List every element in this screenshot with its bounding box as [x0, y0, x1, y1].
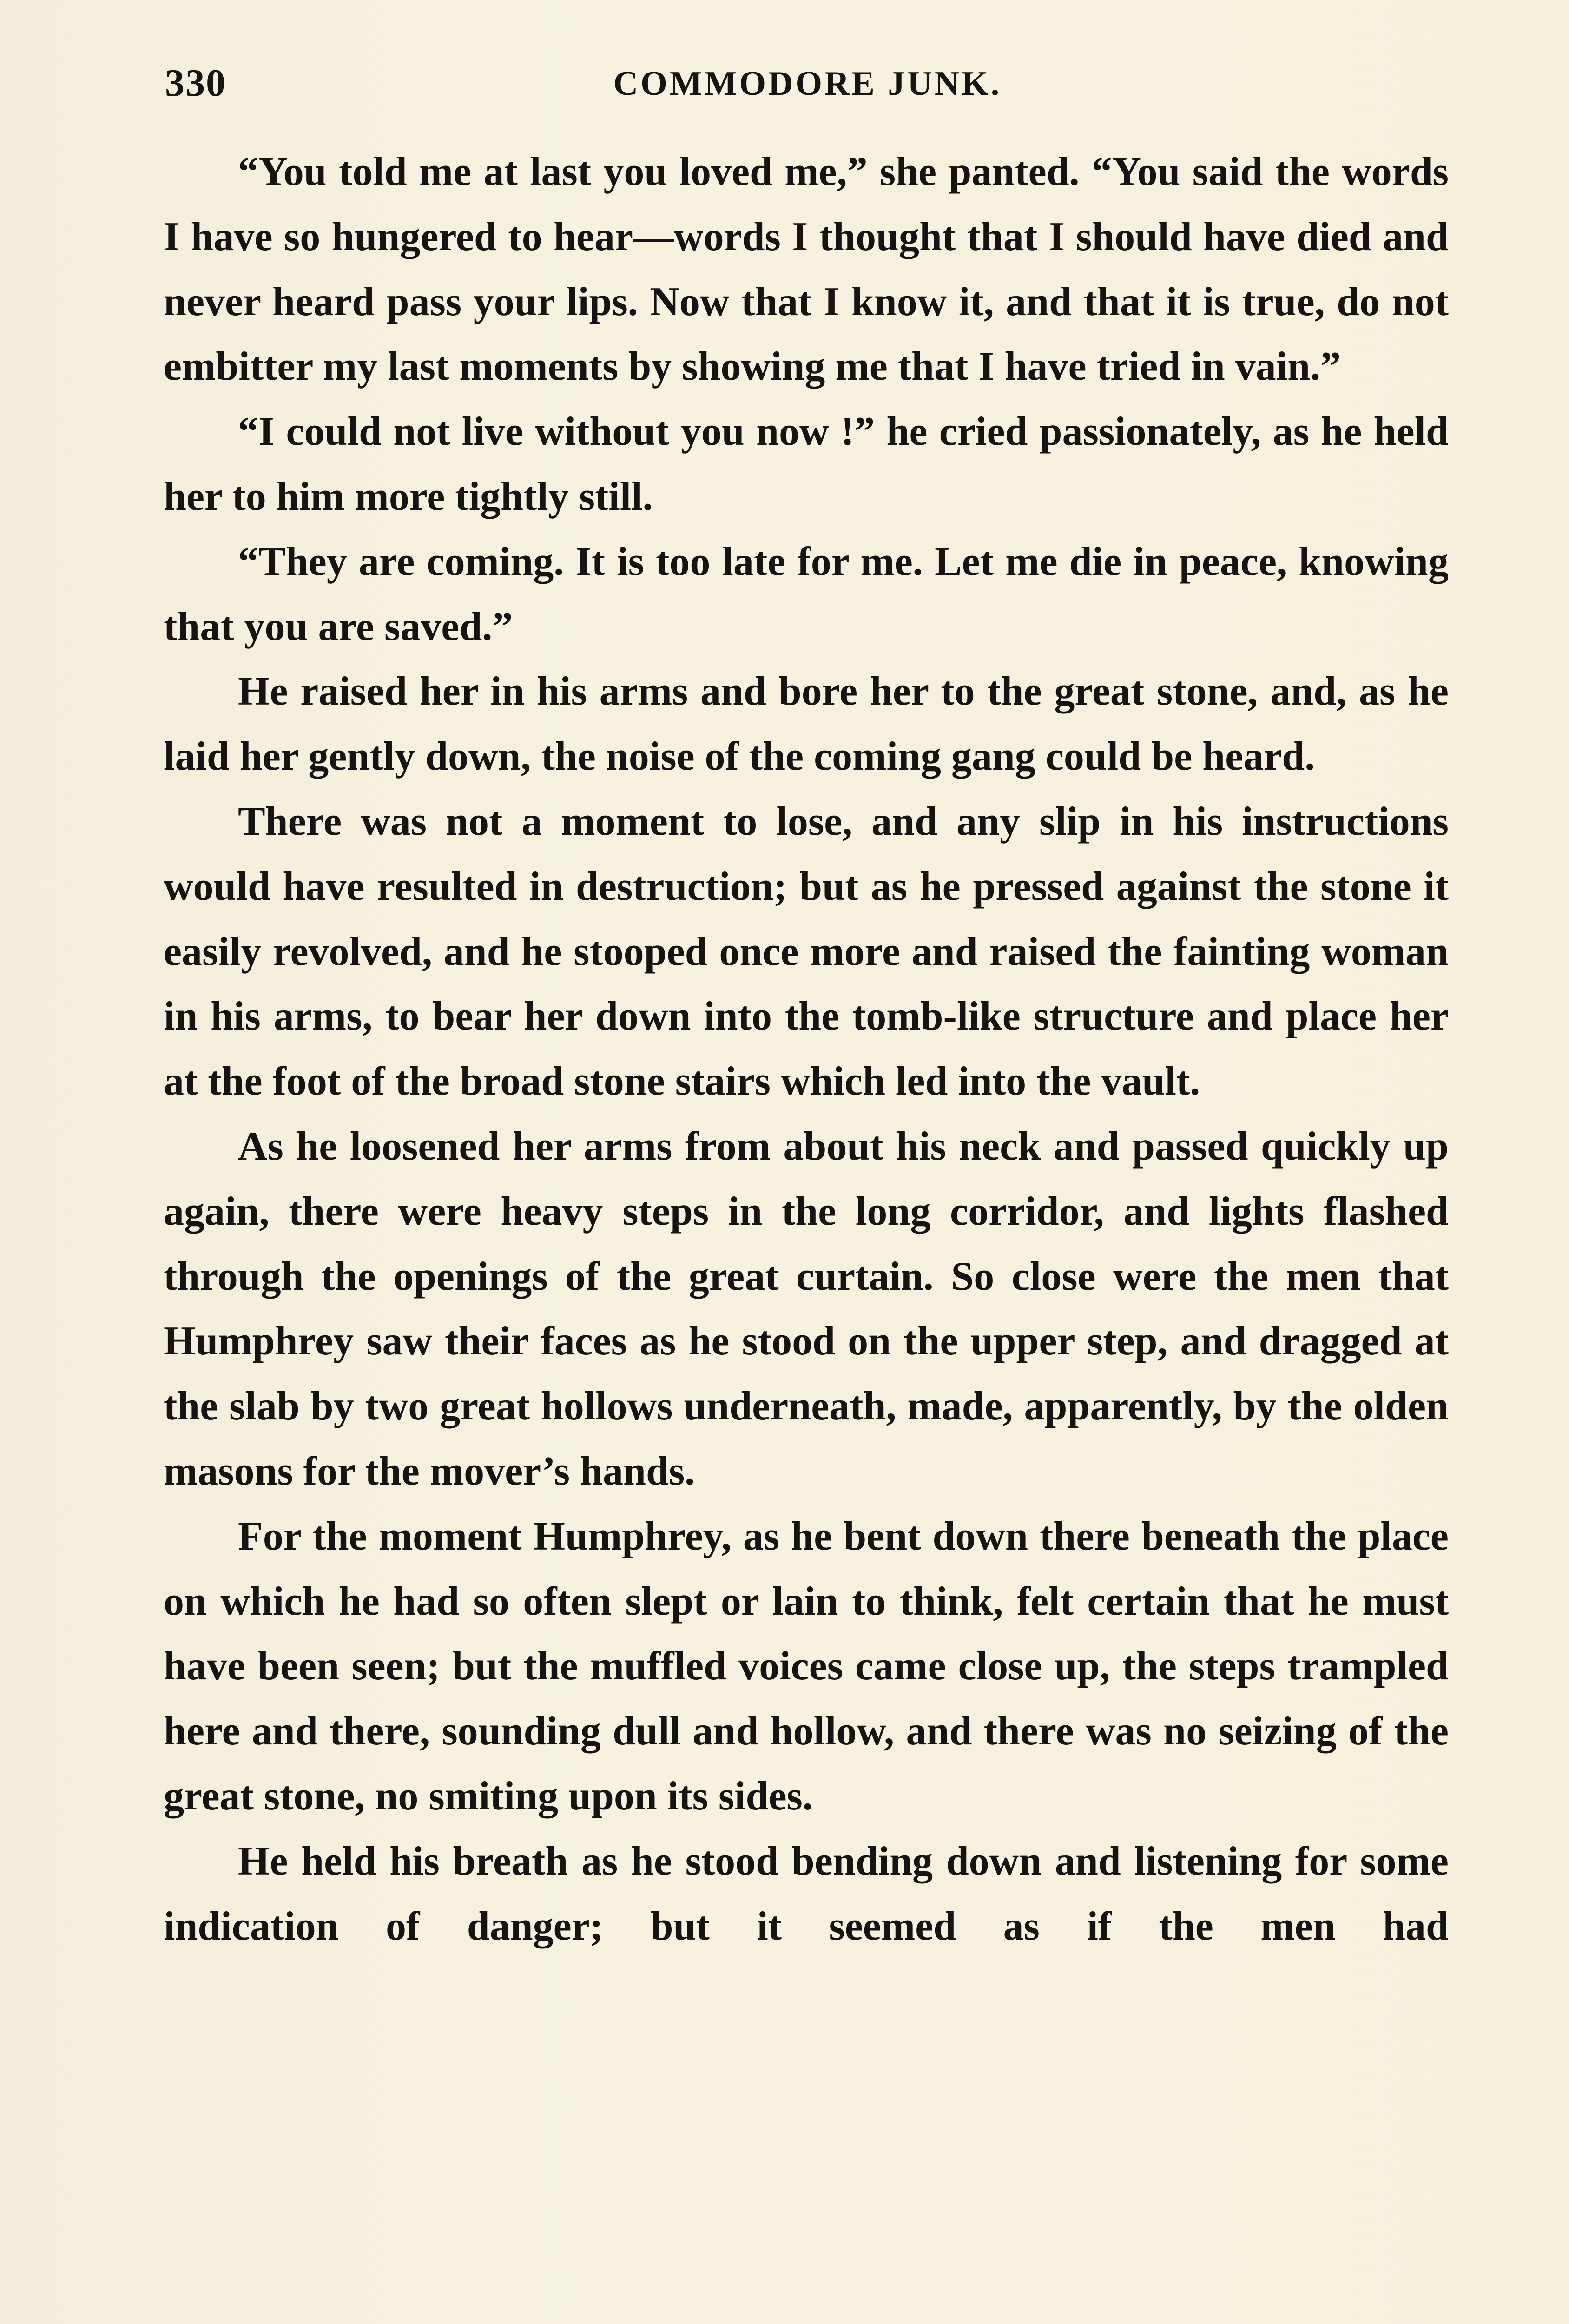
paragraph: As he loosened her arms from about his neck and passed quickly up again, there were heavy steps in the long corridor, and lights flashed through the openings of the great curtain. So close were the men that Humphrey saw their faces as he stood on the upper step, and dragged at the slab by two great hollows underneath, made, apparently, by the olden masons for the mover’s hands.: [164, 1123, 1449, 1494]
page-number: 330: [165, 61, 226, 105]
paragraph: “They are coming. It is too late for me. Let me die in peace, knowing that you are saved.”: [164, 539, 1449, 649]
paragraph: He held his breath as he stood bending down and listening for some indication of danger; but it seemed as if the men had: [164, 1838, 1449, 1949]
paragraph: He raised her in his arms and bore her to the great stone, and, as he laid her gently down, the noise of the coming gang could be heard.: [164, 669, 1449, 779]
running-title: COMMODORE JUNK.: [613, 65, 1002, 103]
paragraph: For the moment Humphrey, as he bent down there beneath the place on which he had so often slept or lain to think, felt certain that he must have been seen; but the muffled voices came close up, the steps trampled here and there, sounding dull and hollow, and there was no seizing of the great stone, no smiting upon its sides.: [164, 1513, 1449, 1819]
paragraph: “You told me at last you loved me,” she panted. “You said the words I have so hungered to hear—words I thought that I should have died and never heard pass your lips. Now that I know it, and that it is true, do not embitter my last moments by showing me that I have tried in vain.”: [164, 149, 1449, 390]
paragraph: “I could not live without you now !” he cried passionately, as he held her to him more tightly still.: [164, 409, 1449, 519]
running-head: [165, 60, 1450, 116]
paragraph: There was not a moment to lose, and any slip in his instructions would have resulted in destruction; but as he pressed against the stone it easily revolved, and he stooped once more and raised the fainting woman in his arms, to bear her down into the tomb-like structure and place her at the foot of the broad stone stairs which led into the vault.: [164, 799, 1449, 1104]
text-body: [164, 139, 1449, 1959]
